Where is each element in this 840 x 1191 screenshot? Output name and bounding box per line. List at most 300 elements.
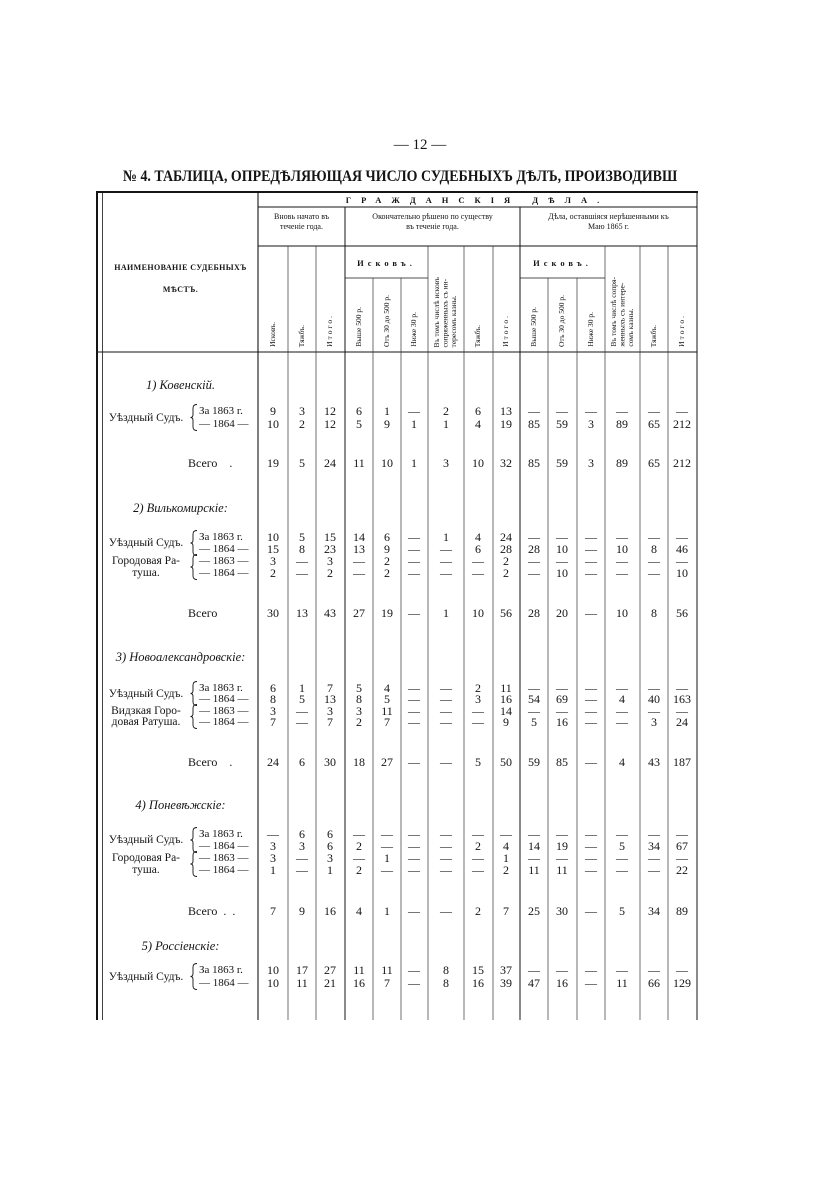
value-cell: —	[408, 566, 420, 580]
column-header-text: Въ томъ числѣ сопря-	[608, 277, 618, 347]
total-value-cell: 20	[556, 606, 568, 620]
value-cell: —	[585, 681, 597, 695]
total-value-cell: 5	[299, 456, 305, 470]
value-cell: —	[528, 963, 540, 977]
period-label: — 1863 —	[199, 852, 249, 864]
section-heading: 2) Вилькомирскіе:	[133, 501, 228, 515]
value-cell: 1	[327, 863, 333, 877]
value-cell: —	[528, 704, 540, 718]
total-value-cell: 13	[296, 606, 308, 620]
column-header-text: Тяжбъ.	[296, 324, 306, 347]
curly-brace	[190, 530, 198, 556]
value-cell: —	[648, 566, 660, 580]
period-label: За 1863 г.	[199, 682, 243, 694]
total-value-cell: 56	[676, 606, 688, 620]
group-title-line: въ теченіе года.	[406, 222, 459, 231]
value-cell: 14	[528, 839, 540, 853]
value-cell: 5	[299, 530, 305, 544]
total-value-cell: —	[440, 904, 452, 918]
value-cell: 7	[327, 681, 333, 695]
value-cell: 2	[384, 554, 390, 568]
value-cell: —	[381, 827, 393, 841]
group-title-line: теченіе года.	[280, 222, 323, 231]
value-cell: 5	[356, 681, 362, 695]
total-value-cell: 187	[673, 755, 691, 769]
total-value-cell: 30	[556, 904, 568, 918]
total-value-cell: 1	[384, 904, 390, 918]
total-value-cell: —	[408, 606, 420, 620]
group3-claims-subheader: Исковъ.	[533, 258, 592, 268]
total-value-cell: 11	[353, 456, 365, 470]
value-cell: 15	[324, 530, 336, 544]
column-header-text: Отъ 30 до 500 р.	[557, 294, 567, 347]
value-cell: —	[648, 681, 660, 695]
value-cell: —	[440, 681, 452, 695]
value-cell: —	[676, 704, 688, 718]
value-cell: 2	[384, 566, 390, 580]
value-cell: 3	[299, 839, 305, 853]
total-value-cell: 27	[381, 755, 393, 769]
value-cell: —	[296, 851, 308, 865]
value-cell: —	[585, 530, 597, 544]
value-cell: 5	[531, 715, 537, 729]
period-label: — 1863 —	[199, 555, 249, 567]
total-label: Всего	[188, 606, 218, 620]
value-cell: —	[381, 839, 393, 853]
value-cell: 16	[556, 715, 568, 729]
value-cell: 24	[500, 530, 512, 544]
value-cell: 11	[296, 976, 308, 990]
value-cell: 4	[619, 692, 625, 706]
total-value-cell: —	[408, 904, 420, 918]
curly-brace	[190, 554, 198, 580]
value-cell: —	[676, 851, 688, 865]
total-value-cell: 28	[528, 606, 540, 620]
court-name: туша.	[132, 864, 160, 876]
value-cell: 10	[267, 417, 279, 431]
value-cell: —	[440, 851, 452, 865]
curly-brace	[190, 851, 198, 877]
value-cell: 67	[676, 839, 688, 853]
value-cell: 3	[475, 692, 481, 706]
value-cell: —	[585, 704, 597, 718]
value-cell: —	[408, 715, 420, 729]
curly-brace	[190, 681, 198, 706]
value-cell: 7	[327, 715, 333, 729]
value-cell: —	[585, 692, 597, 706]
value-cell: 11	[616, 976, 628, 990]
value-cell: 10	[267, 963, 279, 977]
value-cell: 47	[528, 976, 540, 990]
value-cell: 16	[353, 976, 365, 990]
value-cell: 1	[299, 681, 305, 695]
court-name: довая Ратуша.	[111, 716, 181, 728]
value-cell: —	[408, 530, 420, 544]
column-header-text: Тяжбъ.	[648, 324, 658, 347]
value-cell: —	[616, 827, 628, 841]
curly-brace-path	[191, 531, 198, 556]
value-cell: 6	[356, 404, 362, 418]
value-cell: 5	[356, 417, 362, 431]
value-cell: 15	[472, 963, 484, 977]
total-value-cell: 5	[619, 904, 625, 918]
civil-cases-super-header: ГРАЖДАНСКІЯ ДѢЛА.	[345, 195, 610, 205]
curly-brace-path	[191, 828, 198, 853]
court-name: Городовая Ра-	[111, 852, 181, 864]
period-label: За 1863 г.	[199, 405, 243, 417]
value-cell: 3	[270, 554, 276, 568]
value-cell: —	[440, 566, 452, 580]
value-cell: —	[353, 851, 365, 865]
value-cell: 10	[267, 976, 279, 990]
total-value-cell: 3	[588, 456, 594, 470]
total-value-cell: 43	[324, 606, 336, 620]
value-cell: 21	[324, 976, 336, 990]
value-cell: —	[408, 976, 420, 990]
total-value-cell: 10	[381, 456, 393, 470]
value-cell: 16	[472, 976, 484, 990]
period-label: — 1864 —	[199, 418, 249, 430]
court-name: Уѣздный Судъ.	[108, 411, 184, 424]
value-cell: —	[585, 542, 597, 556]
group-title-line: Вновь начато въ	[273, 212, 330, 221]
value-cell: 6	[327, 827, 333, 841]
value-cell: —	[296, 704, 308, 718]
value-cell: —	[267, 827, 279, 841]
total-value-cell: 30	[324, 755, 336, 769]
total-value-cell: 43	[648, 755, 660, 769]
value-cell: 6	[384, 530, 390, 544]
group-title-line: Дѣла, оставшіяся нерѣшенными къ	[548, 212, 669, 221]
value-cell: 5	[299, 692, 305, 706]
value-cell: —	[556, 530, 568, 544]
value-cell: —	[472, 827, 484, 841]
value-cell: 69	[556, 692, 568, 706]
column-header-text: Ниже 30 р.	[409, 312, 419, 347]
value-cell: —	[676, 827, 688, 841]
total-value-cell: 19	[267, 456, 279, 470]
value-cell: 6	[270, 681, 276, 695]
value-cell: 22	[676, 863, 688, 877]
column-header-text: Выше 500 р.	[528, 307, 538, 347]
value-cell: —	[408, 404, 420, 418]
value-cell: —	[440, 715, 452, 729]
value-cell: 129	[673, 976, 691, 990]
value-cell: —	[296, 863, 308, 877]
value-cell: 10	[616, 542, 628, 556]
value-cell: 1	[443, 417, 449, 431]
value-cell: —	[408, 681, 420, 695]
value-cell: —	[648, 704, 660, 718]
value-cell: 16	[500, 692, 512, 706]
curly-brace-path	[191, 705, 198, 729]
value-cell: 28	[528, 542, 540, 556]
total-value-cell: 10	[472, 606, 484, 620]
total-value-cell: —	[585, 755, 597, 769]
value-cell: —	[616, 566, 628, 580]
value-cell: 3	[327, 704, 333, 718]
value-cell: 163	[673, 692, 691, 706]
group-title-line: Окончательно рѣшено по существу	[372, 212, 493, 221]
value-cell: 3	[270, 839, 276, 853]
value-cell: —	[528, 566, 540, 580]
total-value-cell: 34	[648, 904, 660, 918]
value-cell: 2	[270, 566, 276, 580]
total-value-cell: 89	[616, 456, 628, 470]
value-cell: 9	[384, 542, 390, 556]
court-name: Уѣздный Судъ.	[108, 687, 184, 700]
column-header-text: Въ томъ числѣ исковъ	[432, 276, 442, 347]
value-cell: —	[616, 554, 628, 568]
curly-brace	[190, 404, 198, 431]
value-cell: 4	[475, 530, 481, 544]
value-cell: —	[408, 839, 420, 853]
column-header-text: Исковъ.	[267, 322, 277, 347]
value-cell: —	[472, 851, 484, 865]
value-cell: —	[556, 851, 568, 865]
value-cell: 2	[356, 863, 362, 877]
value-cell: 17	[296, 963, 308, 977]
value-cell: —	[585, 715, 597, 729]
value-cell: 2	[356, 715, 362, 729]
table-title: № 4. ТАБЛИЦА, ОПРЕДѢЛЯЮЩАЯ ЧИСЛО СУДЕБНЫХЪ ДѢЛЪ, ПРОИЗВОДИВШ	[123, 168, 678, 185]
total-value-cell: 1	[443, 606, 449, 620]
period-label: — 1863 —	[199, 705, 249, 717]
value-cell: —	[440, 704, 452, 718]
value-cell: —	[585, 963, 597, 977]
group2-claims-subheader: Исковъ.	[357, 258, 416, 268]
value-cell: —	[676, 963, 688, 977]
column-header-text: женныхъ съ интере-	[617, 283, 627, 347]
section-heading: 3) Новоалександровскіе:	[115, 650, 246, 664]
value-cell: —	[408, 542, 420, 556]
total-value-cell: 59	[528, 755, 540, 769]
value-cell: —	[616, 963, 628, 977]
value-cell: 10	[267, 530, 279, 544]
total-value-cell: 212	[673, 456, 691, 470]
value-cell: —	[528, 681, 540, 695]
value-cell: 4	[384, 681, 390, 695]
value-cell: 6	[327, 839, 333, 853]
value-cell: 8	[651, 542, 657, 556]
curly-brace-path	[191, 405, 198, 431]
value-cell: —	[616, 704, 628, 718]
value-cell: —	[440, 827, 452, 841]
value-cell: 2	[475, 839, 481, 853]
value-cell: —	[440, 542, 452, 556]
curly-brace-path	[191, 555, 198, 580]
value-cell: 65	[648, 417, 660, 431]
value-cell: —	[408, 963, 420, 977]
period-label: За 1863 г.	[199, 964, 243, 976]
value-cell: —	[472, 715, 484, 729]
value-cell: 3	[356, 704, 362, 718]
total-value-cell: 56	[500, 606, 512, 620]
value-cell: 13	[500, 404, 512, 418]
value-cell: 10	[676, 566, 688, 580]
value-cell: —	[556, 404, 568, 418]
value-cell: 19	[556, 839, 568, 853]
column-header-text: Итого.	[501, 314, 511, 347]
value-cell: —	[585, 566, 597, 580]
value-cell: —	[472, 704, 484, 718]
value-cell: 11	[381, 704, 393, 718]
page-number: — 12 —	[393, 137, 447, 153]
value-cell: —	[556, 681, 568, 695]
total-value-cell: 89	[676, 904, 688, 918]
value-cell: 2	[327, 566, 333, 580]
total-value-cell: 2	[475, 904, 481, 918]
value-cell: 13	[353, 542, 365, 556]
value-cell: —	[585, 863, 597, 877]
value-cell: —	[528, 554, 540, 568]
value-cell: 2	[443, 404, 449, 418]
value-cell: 40	[648, 692, 660, 706]
column-header-text: тересомъ казны.	[449, 294, 459, 347]
total-value-cell: —	[408, 755, 420, 769]
value-cell: 11	[353, 963, 365, 977]
value-cell: —	[648, 827, 660, 841]
section-heading: 5) Россіенскіе:	[141, 939, 220, 953]
value-cell: —	[353, 566, 365, 580]
value-cell: 6	[475, 404, 481, 418]
value-cell: —	[440, 554, 452, 568]
value-cell: —	[648, 554, 660, 568]
value-cell: 9	[503, 715, 509, 729]
total-value-cell: 4	[619, 755, 625, 769]
value-cell: —	[440, 692, 452, 706]
value-cell: 7	[270, 715, 276, 729]
total-value-cell: 1	[411, 456, 417, 470]
column-header-text: Выше 500 р.	[353, 307, 363, 347]
value-cell: 7	[384, 976, 390, 990]
total-value-cell: 65	[648, 456, 660, 470]
value-cell: 10	[556, 566, 568, 580]
total-value-cell: 59	[556, 456, 568, 470]
value-cell: —	[408, 851, 420, 865]
value-cell: 66	[648, 976, 660, 990]
period-label: — 1864 —	[199, 716, 249, 728]
value-cell: 59	[556, 417, 568, 431]
total-label: Всего .	[188, 456, 233, 470]
curly-brace-path	[191, 964, 198, 990]
value-cell: —	[408, 704, 420, 718]
value-cell: 10	[556, 542, 568, 556]
total-value-cell: 10	[616, 606, 628, 620]
curly-brace-path	[191, 852, 198, 877]
value-cell: —	[648, 404, 660, 418]
value-cell: 2	[503, 566, 509, 580]
value-cell: 13	[324, 692, 336, 706]
total-value-cell: 25	[528, 904, 540, 918]
value-cell: —	[648, 530, 660, 544]
value-cell: 12	[324, 417, 336, 431]
value-cell: 46	[676, 542, 688, 556]
value-cell: —	[296, 554, 308, 568]
value-cell: 24	[676, 715, 688, 729]
column-header-text: Итого.	[677, 314, 687, 347]
value-cell: —	[648, 851, 660, 865]
value-cell: —	[556, 704, 568, 718]
value-cell: 2	[503, 554, 509, 568]
value-cell: —	[648, 963, 660, 977]
value-cell: 8	[443, 976, 449, 990]
value-cell: 39	[500, 976, 512, 990]
value-cell: —	[676, 530, 688, 544]
total-value-cell: 3	[443, 456, 449, 470]
value-cell: 5	[619, 839, 625, 853]
total-value-cell: 30	[267, 606, 279, 620]
value-cell: —	[408, 554, 420, 568]
value-cell: —	[616, 681, 628, 695]
total-value-cell: 19	[381, 606, 393, 620]
value-cell: 14	[500, 704, 512, 718]
value-cell: 9	[270, 404, 276, 418]
value-cell: 1	[270, 863, 276, 877]
total-value-cell: 50	[500, 755, 512, 769]
total-value-cell: 85	[528, 456, 540, 470]
value-cell: —	[648, 863, 660, 877]
value-cell: 4	[503, 839, 509, 853]
value-cell: —	[353, 827, 365, 841]
total-value-cell: —	[585, 904, 597, 918]
value-cell: —	[585, 404, 597, 418]
value-cell: 34	[648, 839, 660, 853]
value-cell: —	[676, 554, 688, 568]
value-cell: 27	[324, 963, 336, 977]
column-header-text: Отъ 30 до 500 р.	[381, 294, 391, 347]
value-cell: —	[296, 566, 308, 580]
value-cell: 8	[356, 692, 362, 706]
value-cell: —	[440, 863, 452, 877]
value-cell: 1	[503, 851, 509, 865]
value-cell: 3	[270, 851, 276, 865]
value-cell: 8	[443, 963, 449, 977]
total-value-cell: 18	[353, 755, 365, 769]
value-cell: 15	[267, 542, 279, 556]
value-cell: —	[616, 530, 628, 544]
section-heading: 4) Поневѣжскіе:	[135, 798, 226, 812]
curly-brace-path	[191, 682, 198, 706]
total-value-cell: 85	[556, 755, 568, 769]
court-name: Уѣздный Судъ.	[108, 537, 184, 549]
value-cell: 6	[299, 827, 305, 841]
total-value-cell: 4	[356, 904, 362, 918]
value-cell: —	[616, 404, 628, 418]
value-cell: 14	[353, 530, 365, 544]
value-cell: 12	[324, 404, 336, 418]
value-cell: 1	[384, 404, 390, 418]
curly-brace	[190, 704, 198, 729]
value-cell: 2	[503, 863, 509, 877]
column-header-text: Ниже 30 р.	[585, 312, 595, 347]
value-cell: —	[616, 851, 628, 865]
value-cell: 8	[270, 692, 276, 706]
total-value-cell: 32	[500, 456, 512, 470]
value-cell: —	[585, 554, 597, 568]
value-cell: —	[296, 715, 308, 729]
value-cell: 3	[588, 417, 594, 431]
value-cell: 2	[356, 839, 362, 853]
value-cell: 11	[556, 863, 568, 877]
total-value-cell: 7	[270, 904, 276, 918]
period-label: — 1864 —	[199, 864, 249, 876]
name-column-header-line-1: НАИМЕНОВАНІЕ СУДЕБНЫХЪ	[114, 263, 247, 272]
value-cell: 5	[384, 692, 390, 706]
value-cell: 23	[324, 542, 336, 556]
total-value-cell: 9	[299, 904, 305, 918]
value-cell: 16	[556, 976, 568, 990]
